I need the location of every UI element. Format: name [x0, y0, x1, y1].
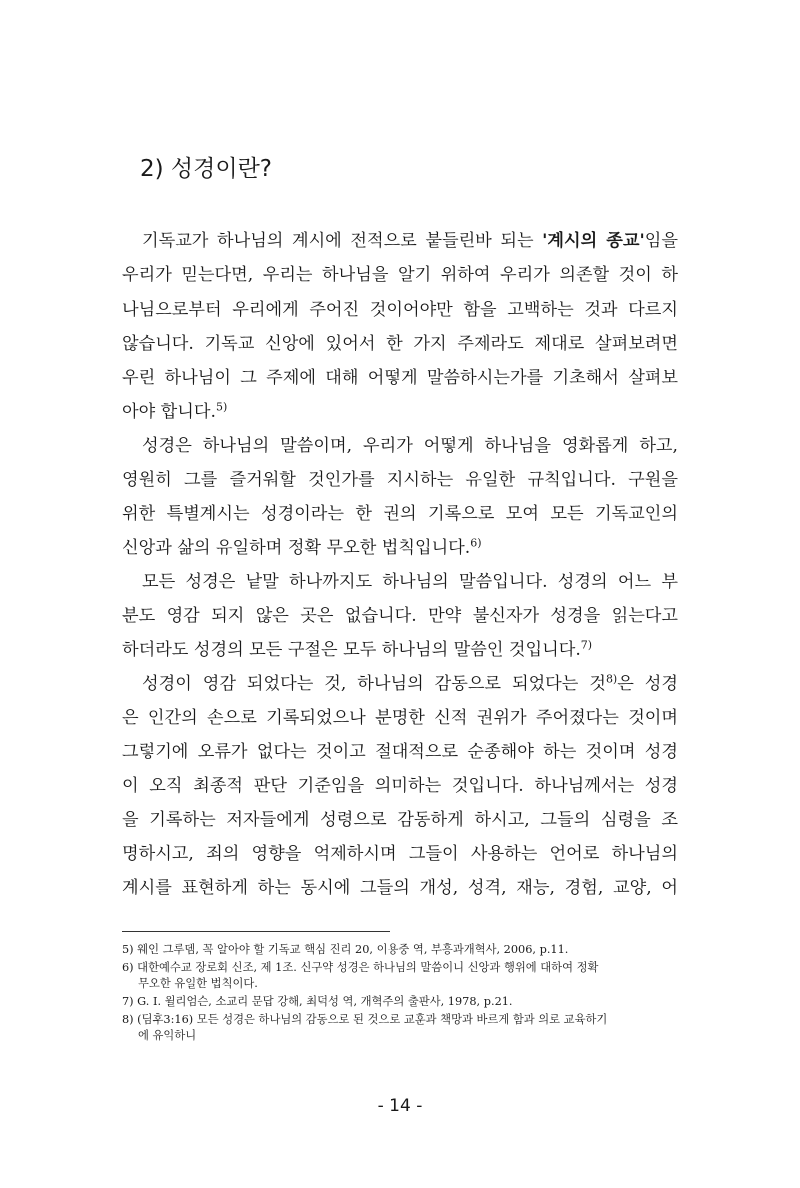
footnote-continuation: 에 유익하니 [138, 1029, 197, 1042]
body-line: 하더라도 성경의 모든 구절은 모두 하나님의 말씀인 것입니다.$^{7)}$ [122, 638, 593, 660]
footnote-ref[interactable]: 8) [605, 672, 618, 686]
body-line: 위한 특별계시는 성경이라는 한 권의 기록으로 모여 모든 기독교인의 [122, 504, 678, 524]
body-line: 모든 성경은 낱말 하나까지도 하나님의 말씀입니다. 성경의 어느 부 [142, 572, 678, 592]
footnote: 5) 웨인 그루뎀, 꼭 알아야 할 기독교 핵심 진리 20, 이용중 역, 부흥과개혁사, 2006, p.11. [122, 943, 569, 956]
body-line: 기독교가 하나님의 계시에 전적으로 붙들린바 되는 '계시의 종교'임을 [142, 231, 678, 251]
section-heading: 2) 성경이란? [140, 156, 272, 182]
body-line: 명하시고, 죄의 영향을 억제하시며 그들이 사용하는 언어로 하나님의 [122, 844, 678, 864]
body-line: 신앙과 삶의 유일하며 정확 무오한 법칙입니다.$^{6)}$ [122, 536, 482, 558]
body-line: 성경이 영감 되었다는 것, 하나님의 감동으로 되었다는 것$^{8)}$은 성경 [142, 672, 678, 694]
footnote-ref[interactable]: 5) [215, 400, 228, 414]
body-line: 우린 하나님이 그 주제에 대해 어떻게 말씀하시는가를 기초해서 살펴보 [122, 368, 678, 388]
body-line: 않습니다. 기독교 신앙에 있어서 한 가지 주제라도 제대로 살펴보려면 [122, 334, 678, 354]
body-line: 이 오직 최종적 판단 기준임을 의미하는 것입니다. 하나님께서는 성경 [122, 776, 678, 796]
body-line: 을 기록하는 저자들에게 성령으로 감동하게 하시고, 그들의 심령을 조 [122, 810, 678, 830]
footnote-continuation: 무오한 유일한 법칙이다. [138, 977, 258, 990]
body-line: 나님으로부터 우리에게 주어진 것이어야만 함을 고백하는 것과 다르지 [122, 300, 678, 320]
page-number: - 14 - [377, 1096, 423, 1116]
body-line: 분도 영감 되지 않은 곳은 없습니다. 만약 불신자가 성경을 읽는다고 [122, 606, 678, 626]
footnote-ref[interactable]: 6) [470, 536, 482, 550]
body-line: 우리가 믿는다면, 우리는 하나님을 알기 위하여 우리가 의존할 것이 하 [122, 265, 678, 285]
body-line: 영원히 그를 즐거워할 것인가를 지시하는 유일한 규칙입니다. 구원을 [122, 470, 678, 490]
body-line: 성경은 하나님의 말씀이며, 우리가 어떻게 하나님을 영화롭게 하고, [142, 436, 678, 456]
footnote: 7) G. I. 윌리엄슨, 소교리 문답 강해, 최덕성 역, 개혁주의 출판사, 1978, p.21. [122, 995, 513, 1008]
emphasis-text: '계시의 종교' [542, 231, 645, 251]
footnote: 6) 대한예수교 장로회 신조, 제 1조. 신구약 성경은 하나님의 말씀이니 신앙과 행위에 대하여 정확 [122, 961, 599, 974]
body-line: 그렇기에 오류가 없다는 것이고 절대적으로 순종해야 하는 것이며 성경 [122, 742, 678, 762]
footnote: 8) (딤후3:16) 모든 성경은 하나님의 감동으로 된 것으로 교훈과 책망과 바르게 함과 의로 교육하기 [122, 1013, 608, 1026]
footnote-divider [122, 931, 390, 932]
body-line: 은 인간의 손으로 기록되었으나 분명한 신적 권위가 주어졌다는 것이며 [122, 708, 678, 728]
body-line: 아야 합니다.$^{5)}$ [122, 400, 228, 422]
body-line: 계시를 표현하게 하는 동시에 그들의 개성, 성격, 재능, 경험, 교양, 어 [122, 878, 678, 898]
footnote-ref[interactable]: 7) [580, 638, 593, 652]
